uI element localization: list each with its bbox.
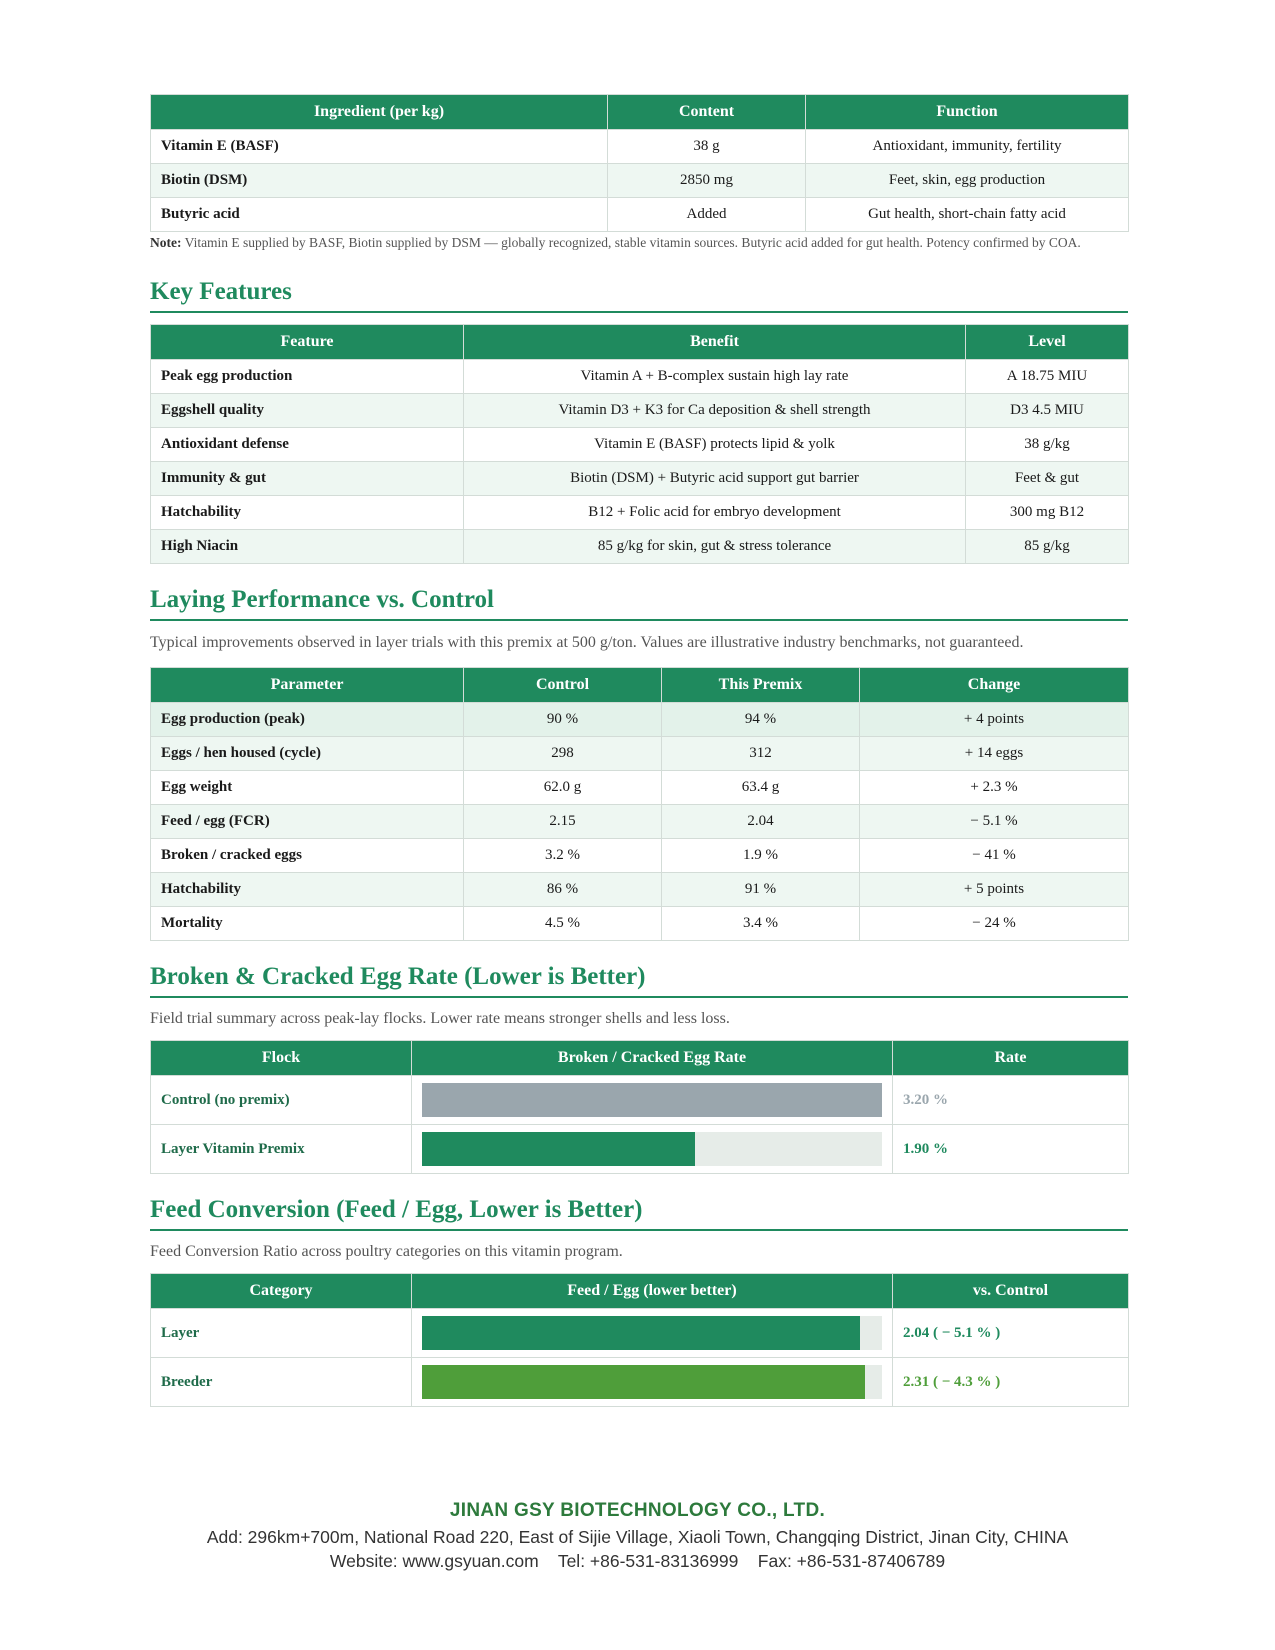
- parameter-name: Broken / cracked eggs: [151, 839, 464, 873]
- feature-name: Peak egg production: [151, 360, 464, 394]
- control-value: 3.2 %: [464, 839, 662, 873]
- rate-value: 3.20 %: [893, 1076, 1129, 1125]
- table-header-row: [151, 325, 1129, 360]
- feature-benefit: 85 g/kg for skin, gut & stress tolerance: [464, 530, 966, 564]
- flock-label: Control (no premix): [151, 1076, 412, 1125]
- table-row: [151, 1076, 1129, 1125]
- premix-value: 94 %: [662, 703, 860, 737]
- control-value: 62.0 g: [464, 771, 662, 805]
- feature-level: A 18.75 MIU: [966, 360, 1129, 394]
- column-header: Broken / Cracked Egg Rate: [412, 1041, 893, 1076]
- column-header: vs. Control: [893, 1274, 1129, 1309]
- performance-intro: Typical improvements observed in layer trials with this premix at 500 g/ton. Values are illustrative industry benchmarks, not guaranteed.: [150, 634, 1024, 651]
- feature-name: High Niacin: [151, 530, 464, 564]
- ingredients-note: [150, 233, 1128, 253]
- table-row: [151, 805, 1129, 839]
- bar-breeder: [422, 1365, 865, 1399]
- broken-intro: Field trial summary across peak-lay flocks. Lower rate means stronger shells and less loss.: [150, 1010, 730, 1027]
- feature-benefit: B12 + Folic acid for embryo development: [464, 496, 966, 530]
- section-title-key-features: Key Features: [150, 278, 1128, 313]
- feature-name: Immunity & gut: [151, 462, 464, 496]
- feature-name: Antioxidant defense: [151, 428, 464, 462]
- feature-benefit: Vitamin E (BASF) protects lipid & yolk: [464, 428, 966, 462]
- premix-value: 2.04: [662, 805, 860, 839]
- column-header: Function: [806, 95, 1129, 130]
- bar-cell: [412, 1125, 893, 1174]
- control-value: 4.5 %: [464, 907, 662, 941]
- table-row: [151, 703, 1129, 737]
- table-header-row: [151, 668, 1129, 703]
- bar-track: [422, 1316, 882, 1350]
- document-page: [150, 94, 1128, 1407]
- company-address: Add: 296km+700m, National Road 220, East of Sijie Village, Xiaoli Town, Changqing District, Jinan City, CHINA: [206, 1527, 1069, 1547]
- table-row: [151, 737, 1129, 771]
- table-header-row: [151, 1274, 1129, 1309]
- parameter-name: Egg weight: [151, 771, 464, 805]
- fcr-value: 2.31 ( − 4.3 % ): [893, 1358, 1129, 1407]
- table-row: [151, 428, 1129, 462]
- note-text: Vitamin E supplied by BASF, Biotin supplied by DSM — globally recognized, stable vitamin sources. Butyric acid added for gut health. Potency confirmed by COA.: [184, 235, 1081, 250]
- table-row: [151, 198, 1129, 232]
- section-title-feed-conversion: Feed Conversion (Feed / Egg, Lower is Better): [150, 1196, 1128, 1231]
- broken-rate-table: [150, 1040, 1129, 1174]
- bar-premix: [422, 1132, 695, 1166]
- feature-level: 38 g/kg: [966, 428, 1129, 462]
- table-row: [151, 530, 1129, 564]
- performance-table: [150, 667, 1129, 941]
- fcr-intro: Feed Conversion Ratio across poultry categories on this vitamin program.: [150, 1243, 623, 1260]
- table-row: [151, 164, 1129, 198]
- table-row: [151, 1309, 1129, 1358]
- feature-benefit: Biotin (DSM) + Butyric acid support gut barrier: [464, 462, 966, 496]
- bar-track: [422, 1132, 882, 1166]
- change-value: + 4 points: [860, 703, 1129, 737]
- column-header: Content: [608, 95, 806, 130]
- premix-value: 312: [662, 737, 860, 771]
- table-row: [151, 462, 1129, 496]
- column-header: Category: [151, 1274, 412, 1309]
- category-label: Layer: [151, 1309, 412, 1358]
- bar-cell: [412, 1358, 893, 1407]
- features-table: [150, 324, 1129, 564]
- column-header: Parameter: [151, 668, 464, 703]
- feature-benefit: Vitamin A + B-complex sustain high lay rate: [464, 360, 966, 394]
- column-header: Ingredient (per kg): [151, 95, 608, 130]
- ingredient-content: 2850 mg: [608, 164, 806, 198]
- premix-value: 3.4 %: [662, 907, 860, 941]
- column-header: Flock: [151, 1041, 412, 1076]
- ingredient-content: 38 g: [608, 130, 806, 164]
- premix-value: 1.9 %: [662, 839, 860, 873]
- feature-level: 85 g/kg: [966, 530, 1129, 564]
- table-row: [151, 1358, 1129, 1407]
- column-header: Change: [860, 668, 1129, 703]
- company-name: JINAN GSY BIOTECHNOLOGY CO., LTD.: [449, 1500, 826, 1521]
- feature-level: 300 mg B12: [966, 496, 1129, 530]
- control-value: 90 %: [464, 703, 662, 737]
- control-value: 86 %: [464, 873, 662, 907]
- feature-name: Hatchability: [151, 496, 464, 530]
- column-header: Level: [966, 325, 1129, 360]
- ingredient-name: Biotin (DSM): [151, 164, 608, 198]
- feature-level: D3 4.5 MIU: [966, 394, 1129, 428]
- ingredient-content: Added: [608, 198, 806, 232]
- change-value: − 5.1 %: [860, 805, 1129, 839]
- table-row: [151, 394, 1129, 428]
- company-footer: [0, 1500, 1275, 1572]
- change-value: − 24 %: [860, 907, 1129, 941]
- table-row: [151, 907, 1129, 941]
- rate-value: 1.90 %: [893, 1125, 1129, 1174]
- section-title-broken-eggs: Broken & Cracked Egg Rate (Lower is Better): [150, 963, 1128, 998]
- column-header: Rate: [893, 1041, 1129, 1076]
- bar-layer: [422, 1316, 860, 1350]
- fcr-value: 2.04 ( − 5.1 % ): [893, 1309, 1129, 1358]
- parameter-name: Egg production (peak): [151, 703, 464, 737]
- premix-value: 63.4 g: [662, 771, 860, 805]
- table-row: [151, 1125, 1129, 1174]
- ingredient-function: Antioxidant, immunity, fertility: [806, 130, 1129, 164]
- table-header-row: [151, 1041, 1129, 1076]
- control-value: 298: [464, 737, 662, 771]
- bar-control: [422, 1083, 882, 1117]
- feature-benefit: Vitamin D3 + K3 for Ca deposition & shell strength: [464, 394, 966, 428]
- table-header-row: [151, 95, 1129, 130]
- feature-level: Feet & gut: [966, 462, 1129, 496]
- parameter-name: Mortality: [151, 907, 464, 941]
- parameter-name: Hatchability: [151, 873, 464, 907]
- company-contact: Website: www.gsyuan.com Tel: +86-531-83136999 Fax: +86-531-87406789: [329, 1551, 946, 1571]
- category-label: Breeder: [151, 1358, 412, 1407]
- flock-label: Layer Vitamin Premix: [151, 1125, 412, 1174]
- section-title-laying-performance: Laying Performance vs. Control: [150, 586, 1128, 621]
- ingredient-name: Vitamin E (BASF): [151, 130, 608, 164]
- ingredient-name: Butyric acid: [151, 198, 608, 232]
- fcr-table: [150, 1273, 1129, 1407]
- bar-track: [422, 1365, 882, 1399]
- table-row: [151, 839, 1129, 873]
- table-row: [151, 496, 1129, 530]
- column-header: Benefit: [464, 325, 966, 360]
- change-value: + 2.3 %: [860, 771, 1129, 805]
- premix-value: 91 %: [662, 873, 860, 907]
- ingredient-function: Feet, skin, egg production: [806, 164, 1129, 198]
- column-header: Feed / Egg (lower better): [412, 1274, 893, 1309]
- bar-cell: [412, 1309, 893, 1358]
- column-header: This Premix: [662, 668, 860, 703]
- change-value: + 14 eggs: [860, 737, 1129, 771]
- ingredient-function: Gut health, short-chain fatty acid: [806, 198, 1129, 232]
- table-row: [151, 771, 1129, 805]
- change-value: + 5 points: [860, 873, 1129, 907]
- table-row: [151, 360, 1129, 394]
- change-value: − 41 %: [860, 839, 1129, 873]
- feature-name: Eggshell quality: [151, 394, 464, 428]
- bar-cell: [412, 1076, 893, 1125]
- bar-track: [422, 1083, 882, 1117]
- table-row: [151, 873, 1129, 907]
- column-header: Feature: [151, 325, 464, 360]
- parameter-name: Eggs / hen housed (cycle): [151, 737, 464, 771]
- ingredients-table: [150, 94, 1129, 232]
- parameter-name: Feed / egg (FCR): [151, 805, 464, 839]
- column-header: Control: [464, 668, 662, 703]
- note-label: Note:: [150, 235, 182, 250]
- table-row: [151, 130, 1129, 164]
- control-value: 2.15: [464, 805, 662, 839]
